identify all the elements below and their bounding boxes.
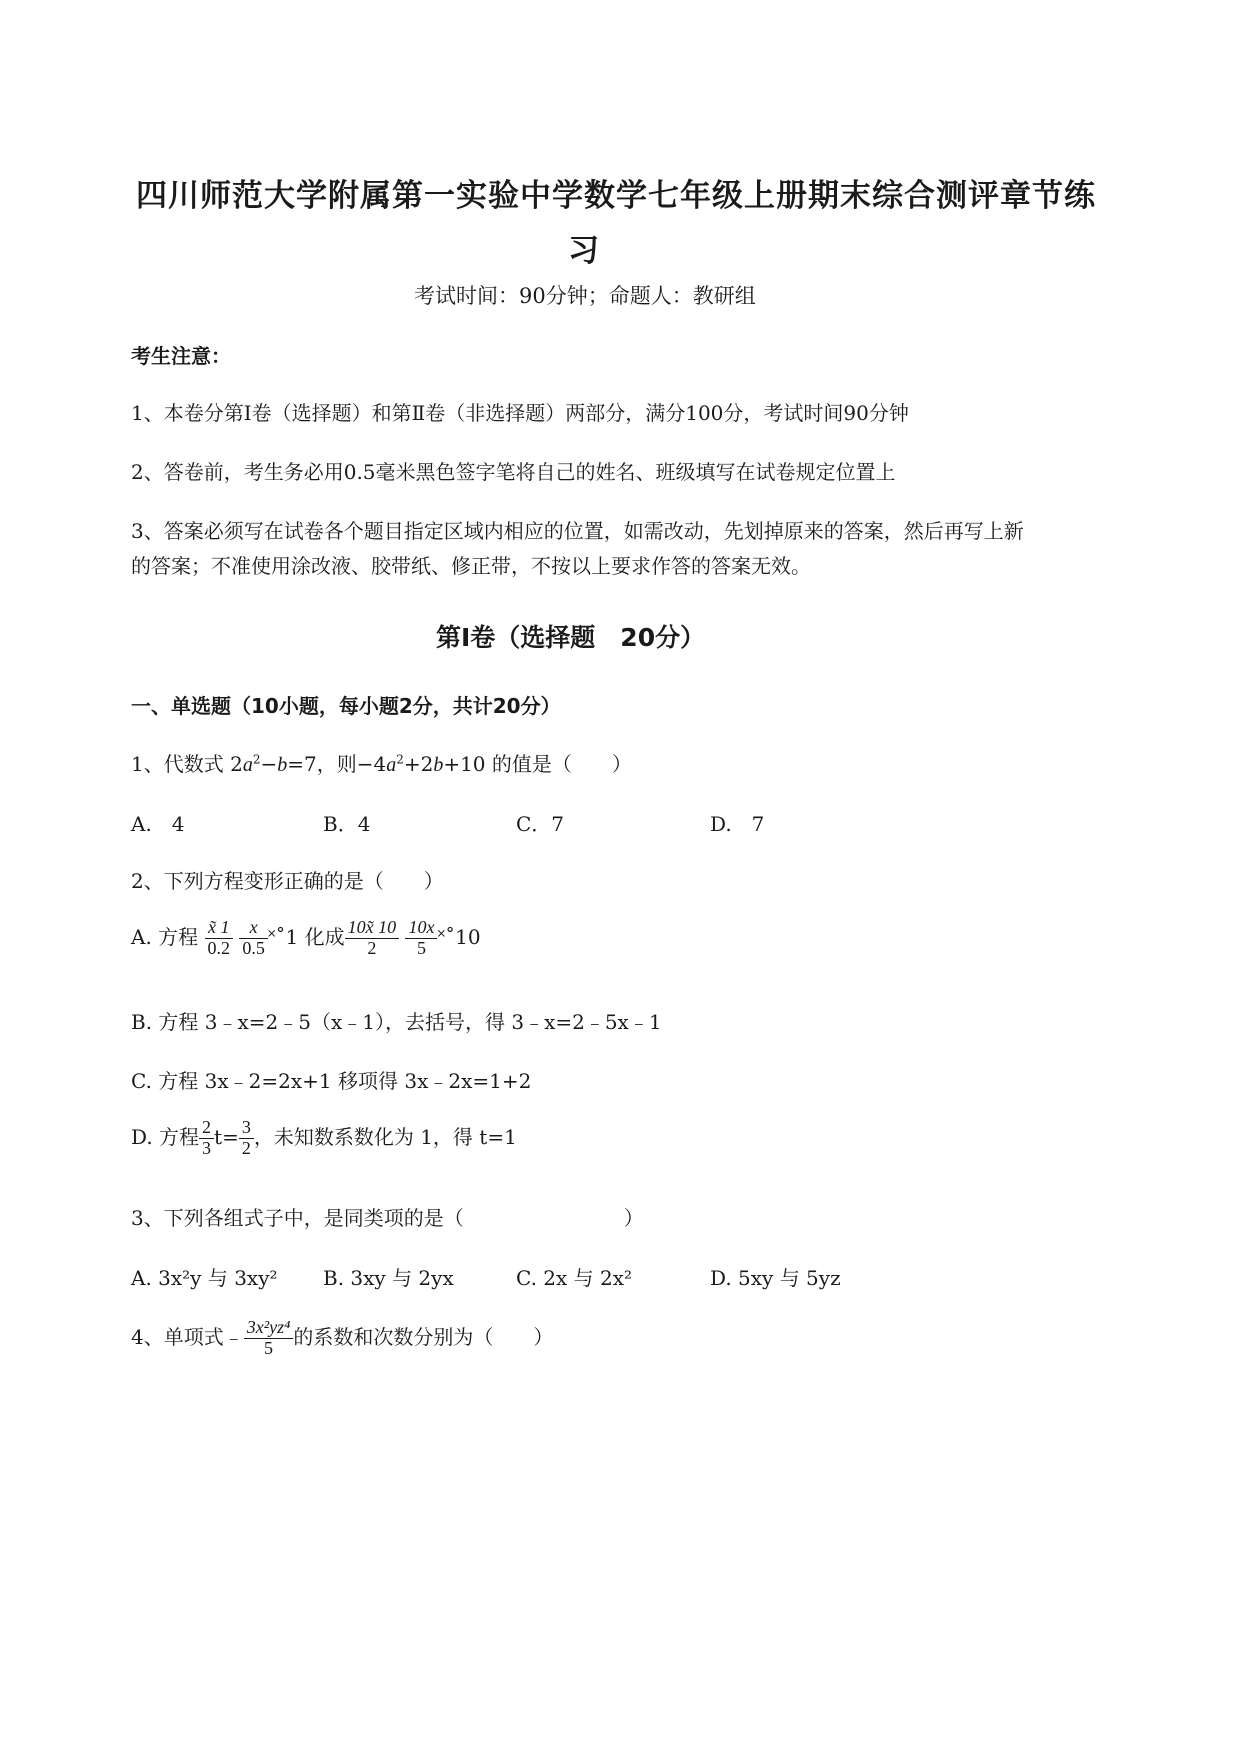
question-4-stem [131,1318,553,1359]
q4-prefix: 4、单项式﹣ [131,1324,244,1349]
q2-option-b[interactable]: B. 方程 3﹣x=2﹣5（x﹣1），去括号，得 3﹣x=2﹣5x﹣1 [131,1010,662,1034]
notice-heading: 考生注意： [131,344,231,368]
notice-item-1: 1、本卷分第Ⅰ卷（选择题）和第Ⅱ卷（非选择题）两部分，满分100分，考试时间90分钟 [131,401,909,425]
q1-var-a: a [242,754,253,776]
q2a-f4-num: 10x [405,918,437,939]
q1-mid3: +2 [403,752,434,776]
q2d-fraction-2 [239,1118,254,1159]
q1-suffix: +10 的值是（ ） [443,752,632,776]
q3-option-b[interactable]: B. 3xy 与 2yx [323,1266,454,1290]
part-heading: 一、单选题（10小题，每小题2分，共计20分） [131,694,561,718]
q1-option-b[interactable]: B．4 [323,812,371,836]
q2d-f1-num: 2 [199,1118,214,1139]
q4-den: 5 [264,1337,274,1358]
q2a-f3-num: 10x̃ 10 [345,918,400,939]
q2-option-a[interactable] [131,918,481,959]
q2-option-c[interactable]: C. 方程 3x﹣2=2x+1 移项得 3x﹣2x=1+2 [131,1069,532,1093]
q2a-tail: ˟˚10 [437,924,481,949]
q2a-fraction-2 [239,918,268,959]
q1-prefix: 1、代数式 2 [131,752,243,776]
q2d-label: D. 方程 [131,1124,200,1149]
page-title-line1: 四川师范大学附属第一实验中学数学七年级上册期末综合测评章节练 [136,178,1096,214]
q2-option-d[interactable] [131,1118,517,1159]
q2a-f2-den: 0.5 [242,937,265,958]
q2a-fraction-4 [405,918,437,959]
q2d-f1-den: 3 [202,1137,212,1158]
page-title-line2: 习 [568,233,600,269]
q2d-mid: t= [214,1124,239,1149]
q1-option-c[interactable]: C．7 [516,812,565,836]
q1-var-b: b [277,754,288,776]
q4-num: 3x²yz⁴ [244,1318,294,1339]
q4-suffix: 的系数和次数分别为（ ） [293,1324,554,1349]
q2a-f4-den: 5 [416,937,426,958]
q1-option-a[interactable]: A. 4 [131,812,185,836]
q2a-mid: ˟˚1 化成 [267,924,345,949]
section-title: 第Ⅰ卷（选择题 20分） [436,623,706,652]
exam-subtitle: 考试时间：90分钟；命题人：教研组 [414,284,756,308]
q1-mid2: =7，则−4 [287,752,387,776]
notice-item-3a: 3、答案必须写在试卷各个题目指定区域内相应的位置，如需改动，先划掉原来的答案，然后再写上新 [131,519,1024,543]
q3-option-a[interactable]: A. 3x²y 与 3xy² [131,1266,278,1290]
notice-item-3b: 的答案；不准使用涂改液、胶带纸、修正带，不按以上要求作答的答案无效。 [131,554,811,578]
q3-option-c[interactable]: C. 2x 与 2x² [516,1266,633,1290]
q1-exp2: 2 [396,752,404,767]
q3-option-d[interactable]: D. 5xy 与 5yz [710,1266,841,1290]
notice-item-2: 2、答卷前，考生务必用0.5毫米黑色签字笔将自己的姓名、班级填写在试卷规定位置上 [131,460,896,484]
q2a-fraction-3 [345,918,400,959]
q2a-f3-den: 2 [367,937,377,958]
q1-var-a2: a [386,754,397,776]
q2a-f2-num: x [239,918,268,939]
q2a-label: A. 方程 [131,924,199,949]
q1-exp: 2 [252,752,261,767]
q2a-fraction-1 [205,918,234,959]
q4-fraction [244,1318,294,1359]
q1-var-b2: b [433,754,444,776]
question-3-stem: 3、下列各组式子中，是同类项的是（ ） [131,1206,644,1230]
question-2-stem: 2、下列方程变形正确的是（ ） [131,869,444,893]
q1-option-d[interactable]: D. 7 [710,812,765,836]
q2d-tail: ，未知数系数化为 1，得 t=1 [253,1124,517,1149]
q2a-f1-num: x̃ 1 [205,918,234,939]
question-1-stem [131,748,632,777]
q2a-f1-den: 0.2 [207,937,231,958]
q1-minus: − [260,752,278,776]
q2d-f2-den: 2 [241,1137,251,1158]
q2d-f2-num: 3 [239,1118,254,1139]
q2d-fraction-1 [199,1118,214,1159]
